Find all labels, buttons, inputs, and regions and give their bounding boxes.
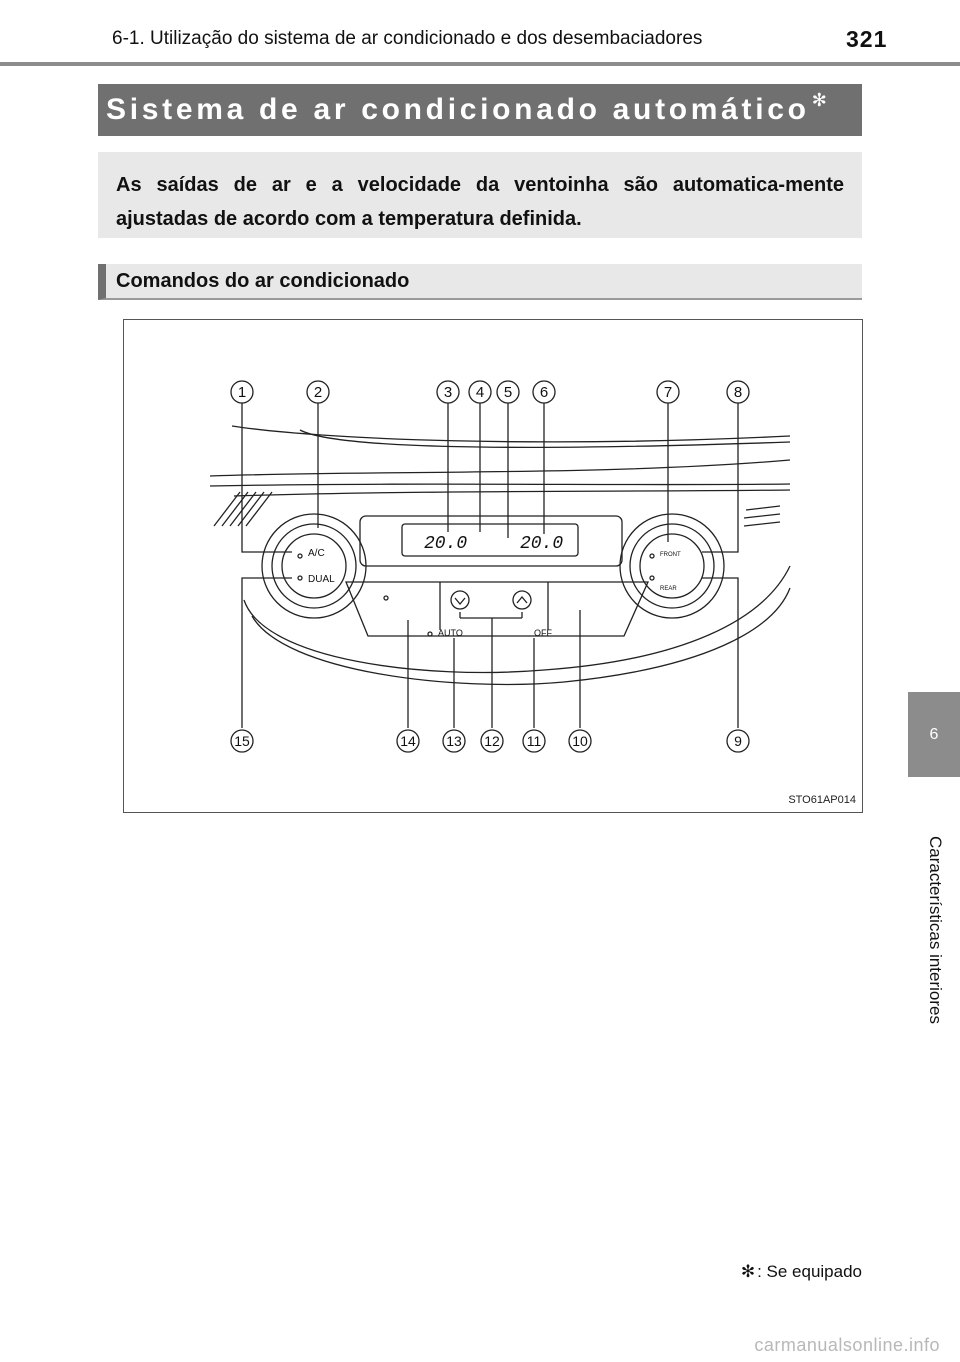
callout-12: 12 [484, 733, 500, 749]
dual-label: DUAL [308, 574, 335, 585]
callout-6: 6 [539, 384, 549, 401]
chapter-number: 6 [929, 725, 939, 743]
indicator-led [428, 632, 432, 636]
control-panel-illustration [124, 320, 864, 814]
footnote [741, 1262, 862, 1282]
control-panel-figure [123, 319, 863, 813]
equipped-marker: ✻ [811, 89, 827, 110]
leader-line-9 [702, 578, 738, 728]
indicator-led [384, 596, 388, 600]
front-label: FRONT [660, 552, 681, 558]
section-title: 6-1. Utilização do sistema de ar condicionado e dos desembaciadores [112, 28, 703, 49]
callout-3: 3 [443, 384, 453, 401]
right-knob-outer [620, 514, 724, 618]
chevron-down-icon [455, 598, 465, 604]
left-knob-outer [262, 514, 366, 618]
chevron-up-icon [517, 597, 527, 603]
temp-left-display: 20.0 [424, 534, 468, 554]
page-title: Sistema de ar condicionado automático [106, 93, 810, 126]
fan-up-button [513, 591, 531, 609]
callout-7: 7 [663, 384, 673, 401]
callout-8: 8 [733, 384, 743, 401]
callout-9: 9 [734, 733, 742, 749]
vent-hatch [214, 492, 272, 526]
figure-id: STO61AP014 [788, 794, 856, 806]
right-knob-inner [630, 524, 714, 608]
page-number: 321 [846, 26, 888, 52]
callout-11: 11 [526, 733, 542, 749]
leader-line-8 [702, 402, 738, 552]
intro-box [98, 152, 862, 238]
header-rule [0, 62, 960, 66]
button-bar [346, 582, 648, 636]
chapter-label: Características interiores [926, 835, 945, 1024]
callout-2: 2 [313, 384, 323, 401]
equipped-marker-footnote: ✻ [740, 1262, 756, 1281]
leader-line-15 [242, 578, 292, 728]
indicator-led [650, 576, 654, 580]
callout-10: 10 [572, 733, 588, 749]
callout-13: 13 [446, 733, 462, 749]
callout-4: 4 [475, 384, 485, 401]
callout-15: 15 [234, 733, 250, 749]
sub-heading [98, 264, 862, 300]
left-knob-face [282, 534, 346, 598]
rear-label: REAR [660, 586, 677, 592]
title-banner [98, 84, 862, 136]
indicator-led [650, 554, 654, 558]
temp-right-display: 20.0 [520, 534, 564, 554]
callout-14: 14 [400, 733, 416, 749]
watermark: carmanualsonline.info [754, 1335, 940, 1355]
sub-heading-text: Comandos do ar condicionado [116, 269, 410, 292]
leader-line-1 [242, 402, 292, 552]
dash-line [210, 460, 790, 476]
vent-hatch [744, 506, 780, 526]
indicator-led [298, 576, 302, 580]
off-label: OFF [534, 628, 552, 638]
auto-label: AUTO [438, 628, 463, 638]
callout-5: 5 [503, 384, 513, 401]
footnote-text: : Se equipado [757, 1262, 862, 1281]
ac-label: A/C [308, 548, 325, 559]
intro-text: As saídas de ar e a velocidade da ventoinha são automatica-mente ajustadas de acordo com a temperatura definida. [116, 174, 844, 230]
fan-down-button [451, 591, 469, 609]
dash-line [232, 426, 790, 442]
callout-1: 1 [237, 384, 247, 401]
left-knob-inner [272, 524, 356, 608]
indicator-led [298, 554, 302, 558]
dash-line [210, 484, 790, 486]
